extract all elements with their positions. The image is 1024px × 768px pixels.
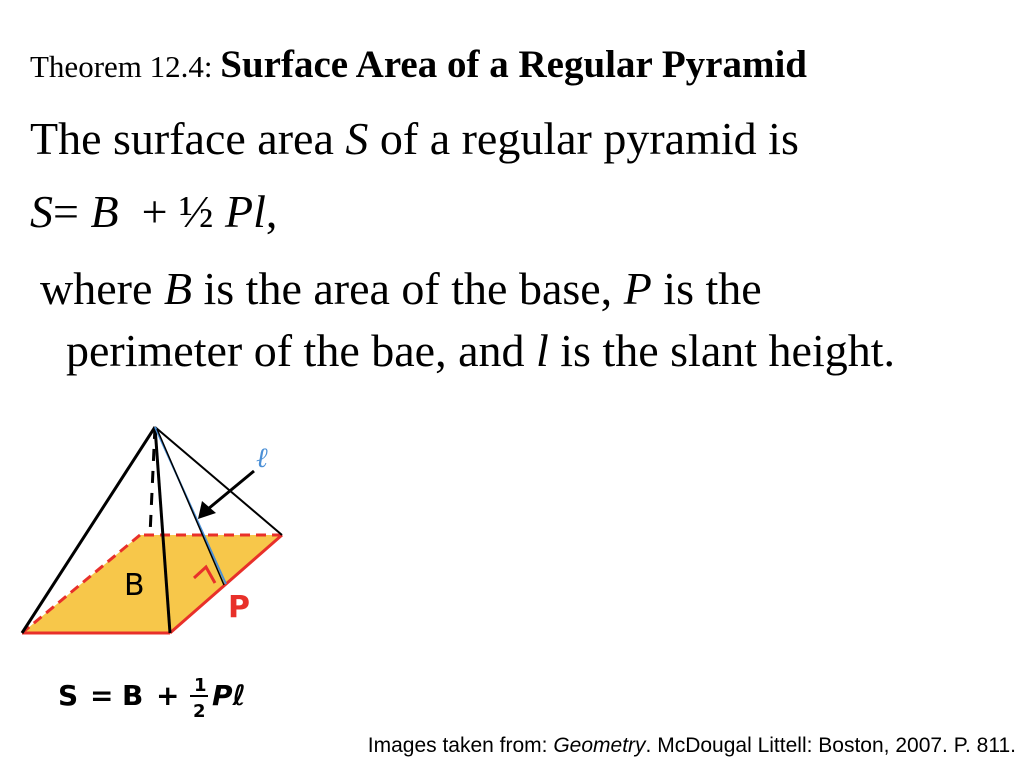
formula-eq: = xyxy=(53,186,91,237)
statement-var-s: S xyxy=(345,113,369,164)
formula-pl: Pl xyxy=(225,186,266,237)
image-citation xyxy=(368,734,1016,758)
theorem-heading: Surface Area of a Regular Pyramid xyxy=(220,43,807,86)
definition-line-2 xyxy=(66,324,895,377)
definition-l-text: is the slant height. xyxy=(548,325,896,376)
definition-l: l xyxy=(536,325,549,376)
definition-line-1 xyxy=(40,262,762,315)
citation-prefix: Images taken from: xyxy=(367,734,554,757)
definition-line2-pre: perimeter of the bae, and xyxy=(66,325,536,376)
pyramid-figure xyxy=(10,415,310,735)
surface-area-formula xyxy=(30,185,277,238)
label-b: B xyxy=(124,568,145,603)
formula-comma: , xyxy=(265,186,278,237)
figure-formula-eq: = xyxy=(90,679,114,712)
statement-part2: of a regular pyramid is xyxy=(368,113,799,164)
definition-where: where xyxy=(40,263,164,314)
statement-part1: The surface area xyxy=(30,113,346,164)
figure-formula-pl: Pℓ xyxy=(212,679,246,712)
figure-formula-num: 1 xyxy=(194,675,207,696)
figure-formula xyxy=(58,675,246,722)
label-l: ℓ xyxy=(256,441,268,474)
figure-formula-b: B xyxy=(122,679,144,712)
citation-rest: . McDougal Littell: Boston, 2007. P. 811. xyxy=(645,734,1016,757)
figure-formula-den: 2 xyxy=(193,701,206,722)
formula-s: S xyxy=(30,186,53,237)
label-p: P xyxy=(228,590,250,625)
formula-b: B xyxy=(90,186,119,237)
figure-formula-s: S xyxy=(58,679,79,712)
definition-b-text: is the area of the base, xyxy=(191,263,624,314)
figure-formula-plus: + xyxy=(156,679,180,712)
citation-book: Geometry xyxy=(553,734,646,757)
formula-plus-half: + ½ xyxy=(118,186,226,237)
theorem-title xyxy=(30,42,807,87)
definition-p-text: is the xyxy=(651,263,762,314)
definition-b: B xyxy=(163,263,192,314)
pyramid-height xyxy=(150,427,155,535)
theorem-number: Theorem 12.4: xyxy=(30,49,221,84)
statement-line xyxy=(30,112,799,165)
definition-p: P xyxy=(623,263,652,314)
